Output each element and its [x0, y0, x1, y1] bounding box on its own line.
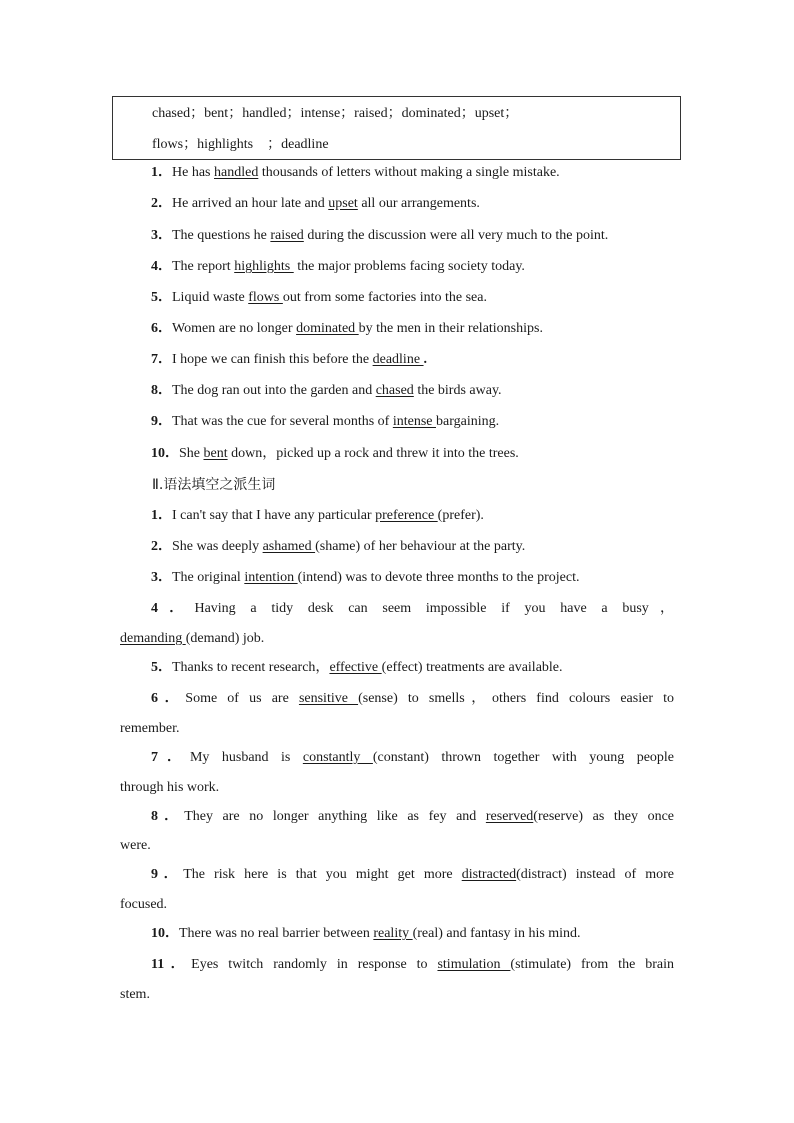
exercise-2-item-9-line-1	[151, 866, 674, 884]
sentence-text: (distract) instead of more	[516, 867, 675, 882]
sentence-text: (reserve) as they once	[533, 809, 675, 824]
sentence-text: (demand) job.	[185, 631, 265, 646]
exercise-1-item-8	[151, 382, 502, 400]
item-number: 8．	[151, 809, 185, 824]
exercise-2-item-7-line-2: through his work.	[120, 780, 220, 795]
sentence-text: Women are no longer	[172, 321, 297, 336]
item-number: 5．	[151, 660, 172, 675]
sentence-text: The dog ran out into the garden and	[172, 383, 376, 398]
sentence-text: (stimulate) from the brain	[510, 957, 675, 972]
answer-blank: reality	[373, 926, 413, 941]
sentence-text: My husband is	[189, 750, 303, 765]
sentence-text: (intend) was to devote three months to the project.	[297, 570, 580, 585]
exercise-1-item-3	[151, 227, 608, 245]
exercise-1-item-2	[151, 195, 480, 213]
answer-blank: handled	[214, 165, 259, 180]
exercise-2-item-3	[151, 569, 579, 587]
sentence-text: Liquid waste	[172, 290, 249, 305]
answer-blank: dominated	[296, 321, 359, 336]
item-number: 10．	[151, 926, 179, 941]
item-number: 7．	[151, 352, 172, 367]
item-number: 3．	[151, 228, 172, 243]
exercise-1-item-5	[151, 289, 487, 307]
sentence-text: Eyes twitch randomly in response to	[191, 957, 438, 972]
sentence-text: by the men in their relationships.	[358, 321, 543, 336]
exercise-1-item-7	[151, 351, 427, 369]
sentence-text: Thanks to recent research，	[172, 660, 330, 675]
sentence-text: (real) and fantasy in his mind.	[412, 926, 581, 941]
answer-blank: constantly	[302, 750, 373, 765]
exercise-2-item-9-line-2: focused.	[120, 897, 168, 912]
sentence-text: The questions he	[172, 228, 271, 243]
sentence-text: He arrived an hour late and	[172, 196, 329, 211]
sentence-text: (constant) thrown together with young people	[372, 750, 675, 765]
answer-blank: reserved	[485, 809, 534, 824]
sentence-text: the major problems facing society today.	[293, 259, 525, 274]
item-number: 10．	[151, 446, 179, 461]
sentence-text: They are no longer anything like as fey and	[184, 809, 486, 824]
item-number: 9．	[151, 867, 184, 882]
sentence-text: out from some factories into the sea.	[282, 290, 487, 305]
item-number: 3．	[151, 570, 172, 585]
answer-blank: bent	[203, 446, 228, 461]
answer-blank: upset	[328, 196, 358, 211]
sentence-text: Some of us are	[185, 691, 299, 706]
word-bank-box	[112, 96, 681, 160]
answer-blank: ashamed	[262, 539, 316, 554]
sentence-text: all our arrangements.	[357, 196, 480, 211]
item-number: 6．	[151, 321, 172, 336]
sentence-text: during the discussion were all very much to the point.	[303, 228, 609, 243]
exercise-2-item-5	[151, 659, 563, 677]
exercise-2-item-11-line-2: stem.	[120, 987, 150, 1002]
exercise-1-item-9	[151, 413, 499, 431]
answer-blank: highlights	[234, 259, 294, 274]
item-number: 8．	[151, 383, 172, 398]
answer-blank: preference	[375, 508, 438, 523]
sentence-text: the birds away.	[413, 383, 502, 398]
word-bank-line-2: flows；highlights ；deadline	[152, 137, 329, 152]
sentence-text: I hope we can finish this before the	[172, 352, 373, 367]
answer-blank: demanding	[120, 631, 186, 646]
sentence-text: down，picked up a rock and threw it into the trees.	[227, 446, 519, 461]
exercise-2-item-11-line-1	[151, 956, 674, 974]
item-number: 6．	[151, 691, 186, 706]
word-bank-line-1: chased；bent；handled；intense；raised；dominated；upset；	[152, 106, 519, 121]
item-number: 2．	[151, 196, 172, 211]
exercise-2-item-2	[151, 538, 525, 556]
sentence-text: She	[179, 446, 204, 461]
answer-blank: stimulation	[437, 957, 511, 972]
item-number: 1．	[151, 508, 172, 523]
answer-blank: deadline	[372, 352, 424, 367]
sentence-text: bargaining.	[435, 414, 500, 429]
exercise-2-item-6-line-1	[151, 690, 674, 708]
item-number: 11．	[151, 957, 192, 972]
answer-blank: intention	[244, 570, 298, 585]
item-number: 7．	[151, 750, 190, 765]
exercise-1-item-1	[151, 164, 560, 182]
exercise-2-item-1	[151, 507, 484, 525]
sentence-text: (shame) of her behaviour at the party.	[315, 539, 526, 554]
answer-blank: sensitive	[298, 691, 359, 706]
exercise-2-item-8-line-2: were.	[120, 838, 151, 853]
sentence-text: There was no real barrier between	[179, 926, 374, 941]
sentence-text: That was the cue for several months of	[172, 414, 393, 429]
sentence-text: (sense) to smells，others find colours easier to	[358, 691, 675, 706]
sentence-text: thousands of letters without making a single mistake.	[258, 165, 560, 180]
sentence-text: (prefer).	[437, 508, 484, 523]
answer-blank: distracted	[461, 867, 517, 882]
exercise-2-item-10	[151, 925, 581, 943]
exercise-1-item-10	[151, 445, 519, 463]
item-number: 2．	[151, 539, 172, 554]
exercise-1-item-4	[151, 258, 525, 276]
sentence-text: (effect) treatments are available.	[381, 660, 563, 675]
answer-blank: flows	[248, 290, 283, 305]
section-2-heading: Ⅱ.语法填空之派生词	[152, 477, 276, 493]
sentence-text: Having a tidy desk can seem impossible if you have a busy，	[194, 601, 675, 616]
sentence-text: .	[423, 352, 428, 367]
exercise-2-item-7-line-1	[151, 749, 674, 767]
answer-blank: chased	[375, 383, 414, 398]
sentence-text: I can't say that I have any particular	[172, 508, 376, 523]
sentence-text: The risk here is that you might get more	[183, 867, 462, 882]
exercise-2-item-6-line-2: remember.	[120, 721, 180, 736]
sentence-text: He has	[172, 165, 214, 180]
exercise-2-item-4-line-1	[151, 600, 674, 618]
exercise-2-item-8-line-1	[151, 808, 674, 826]
exercise-1-item-6	[151, 320, 543, 338]
sentence-text: The report	[172, 259, 235, 274]
exercise-2-item-4-line-2	[120, 630, 264, 648]
answer-blank: raised	[270, 228, 304, 243]
sentence-text: She was deeply	[172, 539, 263, 554]
item-number: 5．	[151, 290, 172, 305]
item-number: 4．	[151, 601, 195, 616]
sentence-text: The original	[172, 570, 245, 585]
item-number: 1．	[151, 165, 172, 180]
item-number: 9．	[151, 414, 172, 429]
answer-blank: intense	[392, 414, 436, 429]
answer-blank: effective	[329, 660, 382, 675]
item-number: 4．	[151, 259, 172, 274]
